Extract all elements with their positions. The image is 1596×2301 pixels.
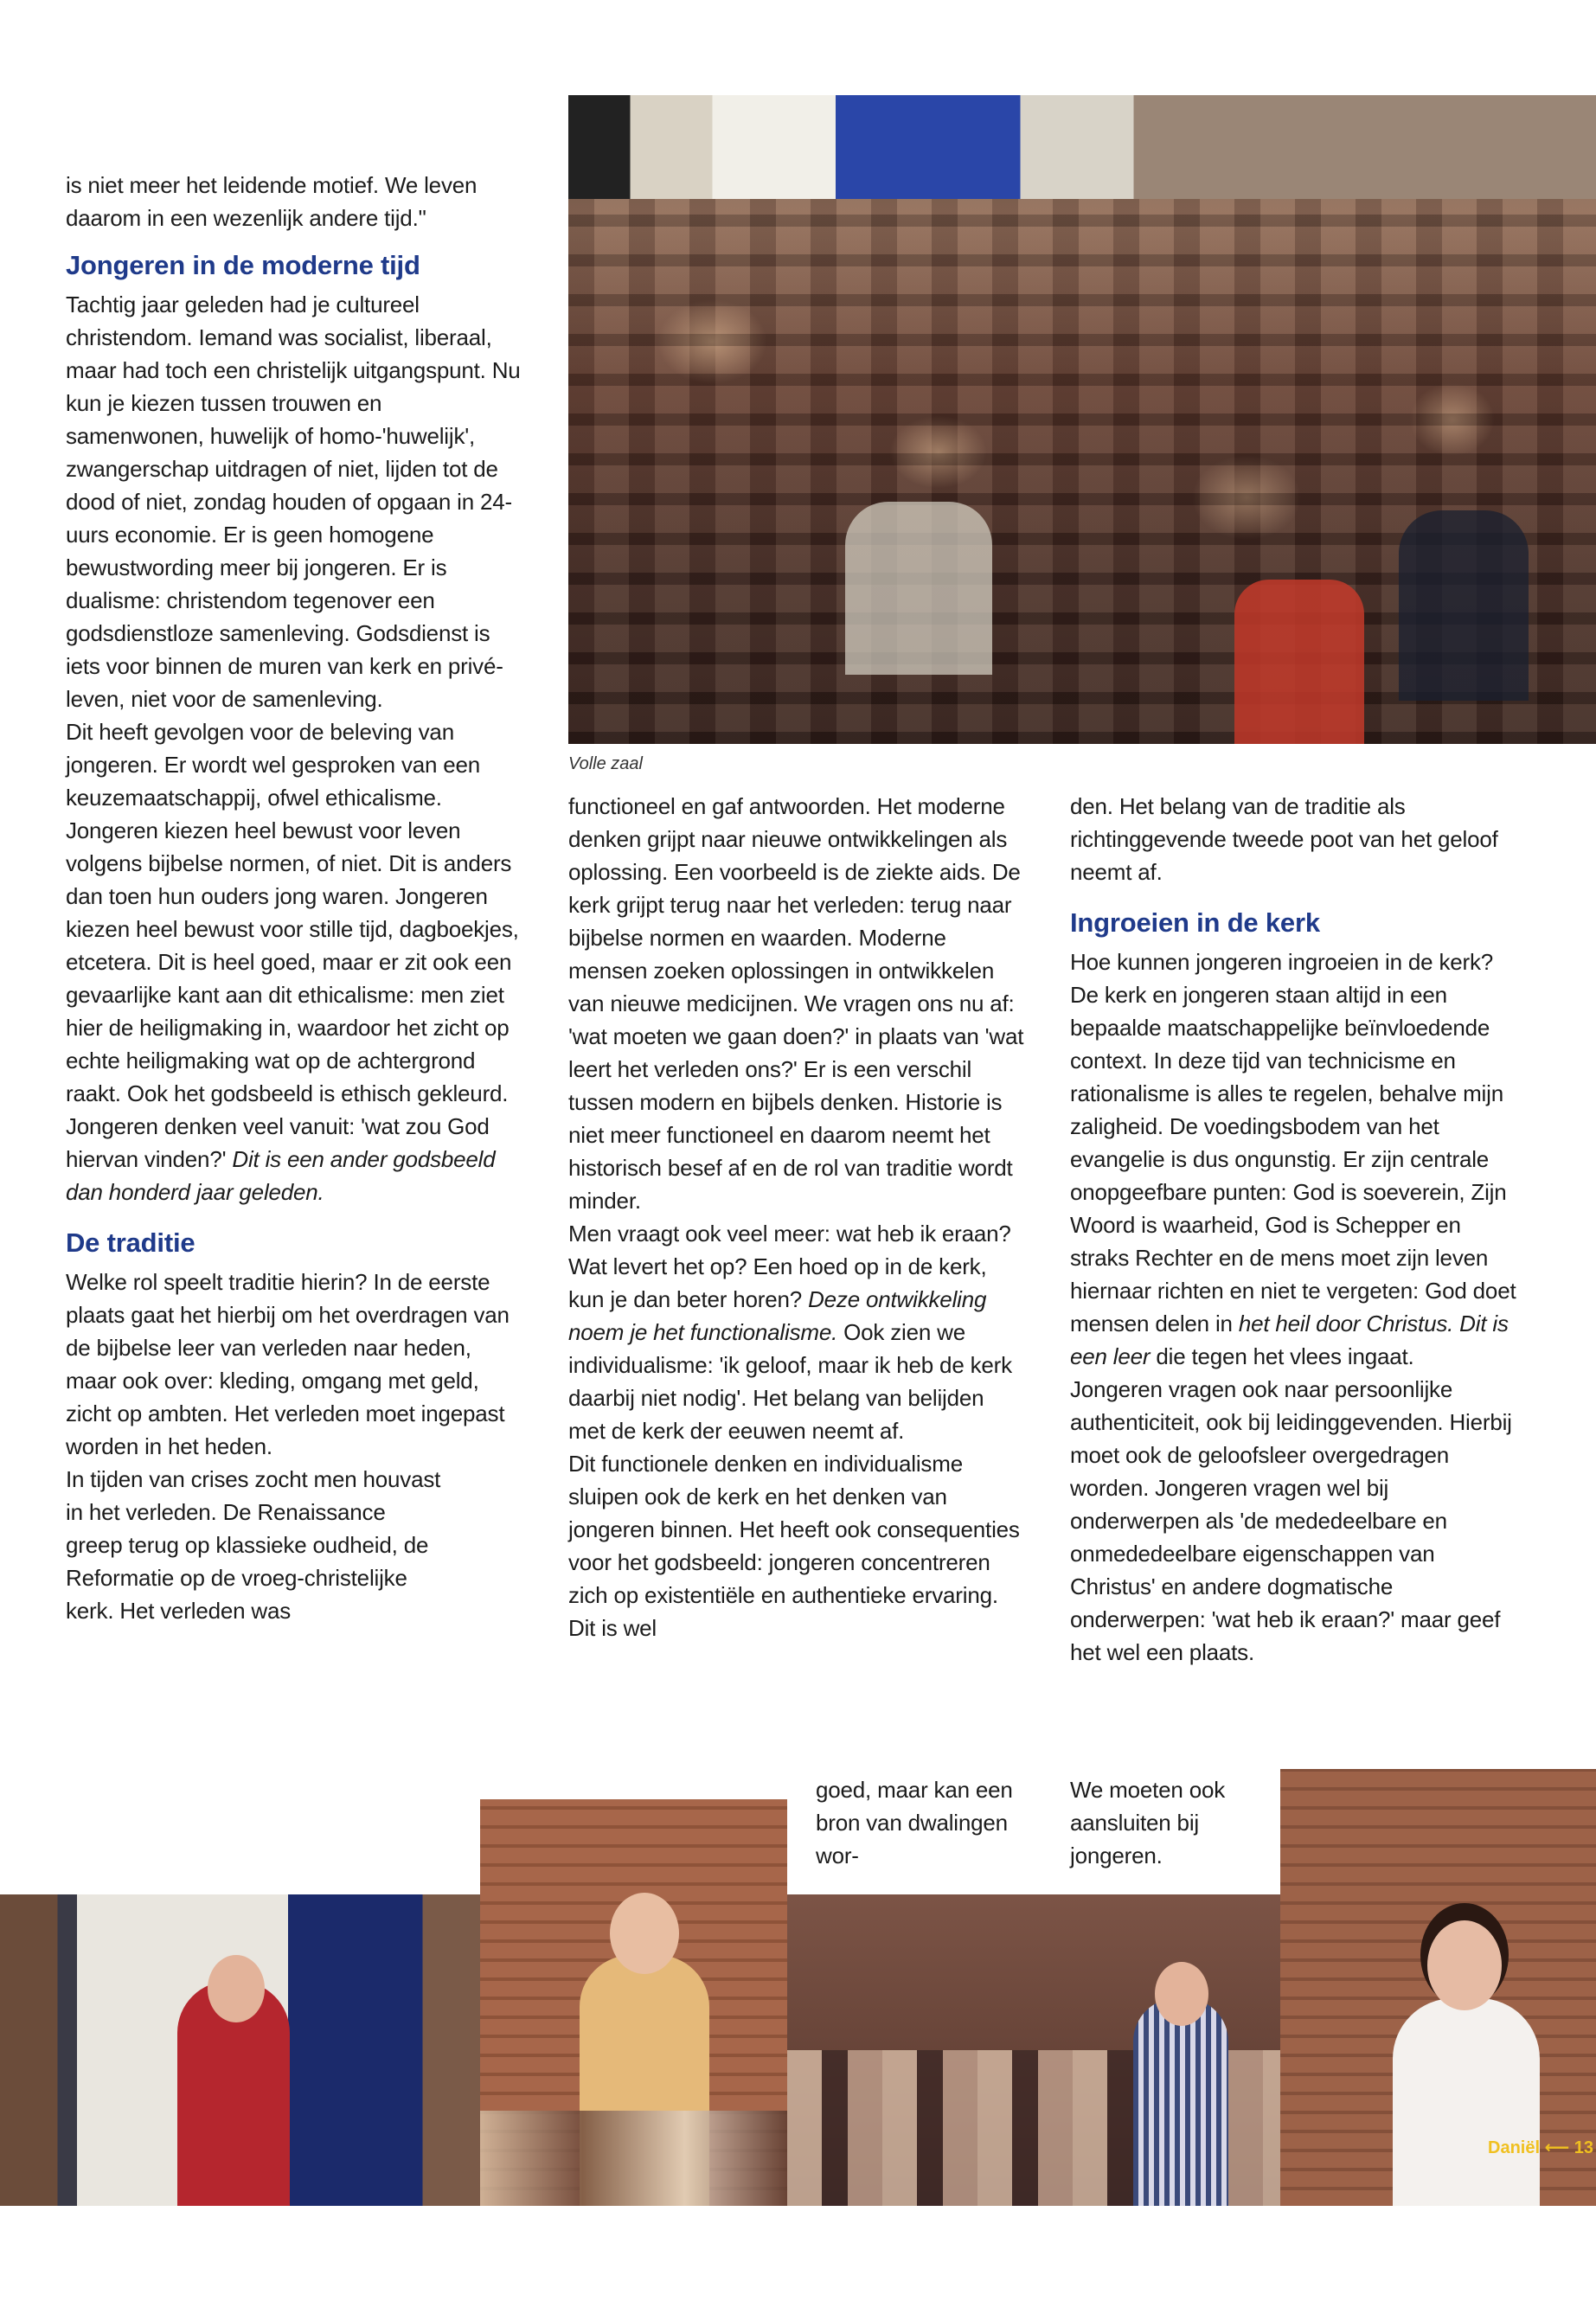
paragraph-text: Hoe kunnen jongeren ingroeien in de kerk? De kerk en jongeren staan altijd in een bepaalde maatschappelijke beïnvloedende context. In deze tijd van technicisme en rationalisme is alles te regelen, behalve mijn zaligheid. De voedingsbodem van het evangelie is dus ongunstig. Er zijn centrale onopgeefbare punten: God is soeverein, Zijn Woord is waarheid, God is Schepper en straks Rechter en de mens moet zijn leven hiernaar richten en niet te vergeten: God doet mensen delen in [1070,949,1516,1336]
column-2 [568,790,1027,1644]
column-1 [66,169,524,1627]
photo-woman-striped-shirt [787,1894,1280,2206]
paragraph [1070,945,1520,1373]
photo-figure-head [1155,1962,1208,2026]
paragraph: Tachtig jaar geleden had je cultureel christendom. Iemand was socialist, liberaal, maar had toch een christelijk uitgangspunt. Nu kun je kiezen tussen trouwen en samenwonen, huwelijk of homo-'huwelijk', zwangerschap uitdragen of niet, lijden tot de dood of niet, zondag houden of opgaan in 24-uurs economie. Er is geen homogene bewustwording meer bij jongeren. Er is dualisme: christendom tegenover een godsdienstloze samenleving. Godsdienst is iets voor binnen de muren van kerk en privé-leven, niet voor de samenleving. [66,292,521,712]
photo-caption: Volle zaal [568,754,643,773]
heading-de-traditie: De traditie [66,1227,195,1258]
photo-woman-red-scarf [0,1894,480,2206]
paragraph: Welke rol speelt traditie hierin? In de eerste plaats gaat het hierbij om het overdragen van de bijbelse leer van verleden naar heden, maar ook over: kleding, omgang met geld, zicht op ambten. Het verleden moet ingepast worden in het heden. [66,1269,510,1459]
heading-jongeren-moderne-tijd: Jongeren in de moderne tijd [66,250,420,280]
photo-figure [1399,510,1529,701]
column-3 [1070,790,1520,1669]
paragraph: We moeten ook aansluiten bij jongeren. [1070,1777,1226,1868]
italic-text: Dit is een ander godsbeeld dan honderd jaar geleden. [66,1146,496,1205]
column-2-tail [816,1773,1015,1872]
italic-text: Deze ontwikkeling noem je het functionalisme. [568,1286,987,1345]
paragraph: den. Het belang van de traditie als richtinggevende tweede poot van het geloof neemt af. [1070,793,1498,885]
paragraph-text: Dit heeft gevolgen voor de beleving van jongeren. Er wordt wel gesproken van een keuzemaatschappij, ofwel ethicalisme. Jongeren kiezen heel bewust voor leven volgens bijbelse normen, of niet. Dit is anders dan toen hun ouders jong waren. Jongeren kiezen heel bewust voor stille tijd, dagboekjes, etcetera. Dit is heel goed, maar er zit ook een gevaarlijke kant aan dit ethicalisme: men ziet hier de heiligmaking in, waardoor het zicht op echte heiligmaking wat op de achtergrond raakt. Ook het godsbeeld is ethisch gekleurd. Jongeren denken veel vanuit: 'wat zou God hiervan vinden?' [66,719,519,1172]
photo-full-hall [568,95,1596,744]
photo-figure-head [1427,1920,1502,2010]
paragraph: functioneel en gaf antwoorden. Het moderne denken grijpt naar nieuwe ontwikkelingen als oplossing. Een voorbeeld is de ziekte aids. De kerk grijpt terug naar het verleden: terug naar bijbelse normen en waarden. Moderne mensen zoeken oplossingen in ontwikkelen van nieuwe medicijnen. We vragen ons nu af: 'wat moeten we gaan doen?' in plaats van 'wat leert het verleden ons?' Er is een verschil tussen modern en bijbels denken. Historie is niet meer functioneel en daarom neemt het historisch besef af en de rol van traditie wordt minder. [568,793,1024,1214]
paragraph: Jongeren vragen ook naar persoonlijke authenticiteit, ook bij leidinggevenden. Hierbij moet ook de geloofsleer overgedragen worden. Jongeren vragen wel bij onderwerpen als 'de mededeelbare en onmededeelbare eigenschappen van Christus' en andere dogmatische onderwerpen: 'wat heb ik eraan?' maar geef het wel een plaats. [1070,1376,1512,1665]
paragraph [66,715,524,1208]
photo-chair [1234,580,1364,744]
paragraph-text: Men vraagt ook veel meer: wat heb ik eraan? Wat levert het op? Een hoed op in de kerk, kun je dan beter horen? [568,1221,1011,1312]
paragraph-text: Ook zien we individualisme: 'ik geloof, maar ik heb de kerk daarbij niet nodig'. Het belang van belijden met de kerk der eeuwen neemt af. [568,1319,1012,1444]
heading-ingroeien-in-de-kerk: Ingroeien in de kerk [1070,907,1320,938]
photo-young-man-speaking [480,1799,787,2206]
paragraph: goed, maar kan een bron van dwalingen wor- [816,1777,1013,1868]
page-number: Daniël ⟵ 13 [1488,2138,1594,2157]
italic-text: het heil door Christus. Dit is een leer [1070,1311,1509,1369]
photo-crowd [480,2111,787,2206]
photo-figure [845,502,992,675]
photo-wall [568,95,1596,199]
paragraph-text: die tegen het vlees ingaat. [1156,1343,1414,1369]
photo-figure [1393,1998,1540,2206]
paragraph [568,1217,1027,1447]
column-3-tail [1070,1773,1252,1872]
paragraph: Dit functionele denken en individualisme sluipen ook de kerk en het denken van jongeren binnen. Het heeft ook consequenties voor het godsbeeld: jongeren concentreren zich op existentiële en authentieke ervaring. Dit is wel [568,1451,1020,1641]
paragraph: In tijden van crises zocht men houvast in het verleden. De Renaissance greep terug op klassieke oudheid, de Reformatie op de vroeg-christelijke kerk. Het verleden was [66,1466,441,1624]
photo-figure-head [208,1955,265,2022]
intro-paragraph: is niet meer het leidende motief. We leven daarom in een wezenlijk andere tijd." [66,172,478,231]
photo-figure-head [610,1893,679,1974]
photo-figure [1133,1998,1228,2206]
